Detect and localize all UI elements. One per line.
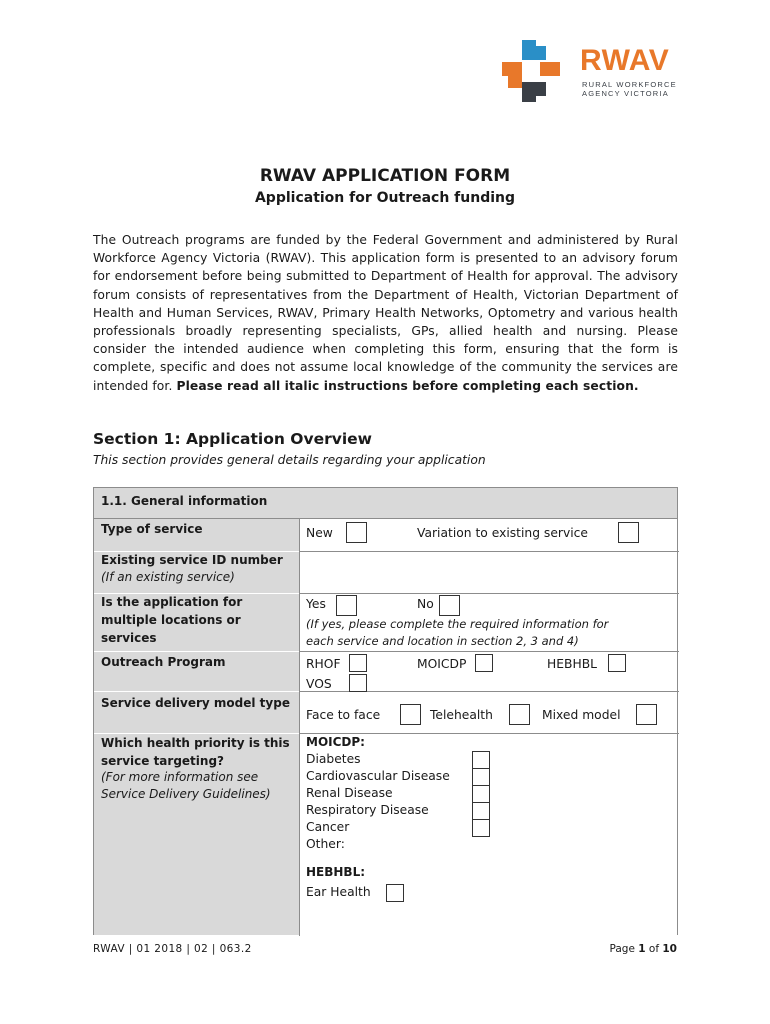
footer-document-code: RWAV | 01 2018 | 02 | 063.2 [93,943,252,955]
mixed-model-checkbox[interactable] [636,704,657,725]
multiple-locations-label: Is the application for multiple locations or services [101,595,243,645]
existing-id-label: Existing service ID number [101,553,283,567]
vos-checkbox[interactable] [349,674,367,692]
option-mixed-label: Mixed model [542,708,621,722]
health-priority-hint: (For more information see Service Delivery Guidelines) [101,770,271,801]
row-divider [94,651,299,652]
logo-subtitle: RURAL WORKFORCE AGENCY VICTORIA [582,80,677,98]
option-no-label: No [417,597,434,611]
face-to-face-checkbox[interactable] [400,704,421,725]
cancer-checkbox[interactable] [472,819,490,837]
rwav-logo-mark-icon [500,38,564,104]
delivery-model-label: Service delivery model type [101,696,290,710]
row-divider [299,651,679,652]
option-moicdp-label: MOICDP [417,657,467,671]
telehealth-checkbox[interactable] [509,704,530,725]
multiple-note-2: each service and location in section 2, 3 and 4) [306,634,579,648]
health-priority-label: Which health priority is this service targeting? [101,736,290,768]
option-yes-label: Yes [306,597,326,611]
type-of-service-label: Type of service [101,522,203,536]
cancer-label: Cancer [306,820,350,834]
yes-checkbox[interactable] [336,595,357,616]
option-vos-label: VOS [306,677,332,691]
no-checkbox[interactable] [439,595,460,616]
existing-id-hint: (If an existing service) [101,570,235,584]
renal-checkbox[interactable] [472,785,490,803]
respiratory-checkbox[interactable] [472,802,490,820]
footer-page-number [609,943,677,955]
page-prefix: Page [609,943,635,955]
section-subtitle: This section provides general details regarding your application [93,453,486,467]
moicdp-checkbox[interactable] [475,654,493,672]
intro-bold-text: Please read all italic instructions before completing each section. [176,378,639,393]
option-variation-label: Variation to existing service [417,526,588,540]
option-telehealth-label: Telehealth [430,708,493,722]
variation-checkbox[interactable] [618,522,639,543]
page-title: RWAV APPLICATION FORM [259,166,511,186]
ear-health-label: Ear Health [306,885,371,899]
hebhbl-checkbox[interactable] [608,654,626,672]
renal-label: Renal Disease [306,786,393,800]
intro-text: The Outreach programs are funded by the Federal Government and administered by Rural Workforce Agency Victoria (RWAV). This application form is presented to an advisory forum for endorsement before being submitted to Department of Health for approval. The advisory forum consists of representatives from the Department of Health, Victorian Department of Health and Human Services, RWAV, Primary Health Networks, Optometry and various health professionals broadly representing specialists, GPs, allied health and nursing. Please consider the intended audience when completing this form, ensuring that the form is complete, specific and does not assume local knowledge of the community the services are intended for. [93,233,678,393]
page-subtitle: Application for Outreach funding [254,190,516,206]
table-header [94,488,677,519]
multiple-note: (If yes, please complete the required information for [306,617,609,631]
diabetes-checkbox[interactable] [472,751,490,769]
outreach-program-label: Outreach Program [101,655,226,669]
option-new-label: New [306,526,333,540]
intro-paragraph [93,231,678,395]
rhof-checkbox[interactable] [349,654,367,672]
moicdp-heading: MOICDP: [306,735,365,749]
respiratory-label: Respiratory Disease [306,803,429,817]
existing-id-field[interactable] [300,552,678,593]
page-current: 1 [638,943,646,955]
ear-health-checkbox[interactable] [386,884,404,902]
option-hebhbl-label: HEBHBL [547,657,597,671]
rwav-logo [500,38,680,104]
page-of: of [648,943,660,955]
page-total: 10 [662,943,677,955]
other-label: Other: [306,837,345,851]
row-divider [94,691,299,692]
new-checkbox[interactable] [346,522,367,543]
option-rhof-label: RHOF [306,657,341,671]
table-header-label: 1.1. General information [101,494,268,508]
diabetes-label: Diabetes [306,752,361,766]
general-information-table [93,487,678,935]
logo-wordmark: RWAV [580,44,670,77]
section-title: Section 1: Application Overview [93,430,372,448]
cardiovascular-checkbox[interactable] [472,768,490,786]
row-divider [299,593,679,594]
hebhbl-heading: HEBHBL: [306,865,366,879]
cardiovascular-label: Cardiovascular Disease [306,769,450,783]
option-face-label: Face to face [306,708,381,722]
